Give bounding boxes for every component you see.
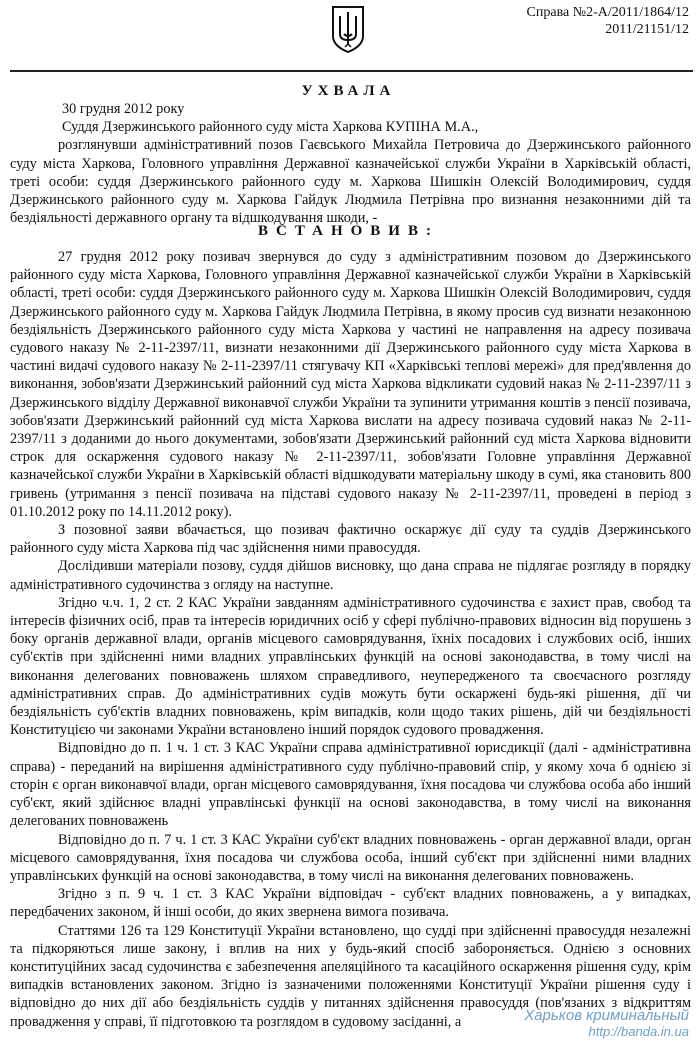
watermark-link[interactable]: http://banda.in.ua: [588, 1024, 689, 1039]
body-paragraph-2: З позовної заяви вбачається, що позивач фактично оскаржує дії суду та суддів Дзержинського районного суду міста Харкова під час здійснення ними правосуддя.: [10, 522, 691, 557]
intro-block: [10, 100, 691, 227]
body-paragraph-4: Згідно ч.ч. 1, 2 ст. 2 КАС України завданням адміністративного судочинства є захист прав, свобод та інтересів фізичних осіб, прав та інтересів юридичних осіб у сфері публічно-правових відносин від порушень з боку органів державної влади, органів місцевого самоврядування, їхніх посадових і службових осіб, інших суб'єктів при здійсненні ними владних управлінських функцій на основі законодавства, в тому числі на виконання делегованих повноважень шляхом справедливого, неупередженого та своєчасного розгляду адміністративних справ. До адміністративних судів можуть бути оскаржені будь-які рішення, дії чи бездіяльність суб'єктів владних повноважень, крім випадків, коли щодо таких рішень, дій чи бездіяльності Конституцією чи законами України встановлено інший порядок судового провадження.: [10, 594, 691, 739]
document-title: УХВАЛА: [301, 83, 396, 99]
body-paragraph-1: 27 грудня 2012 року позивач звернувся до суду з адміністративним позовом до Дзержинського районного суду міста Харкова, Головного управління Державної казначейської служби України в Харківській області, треті особи: суддя Дзержинського районного суду м. Харкова Шишкін Олексій Володимирович, суддя Дзержинського районного суду м. Харкова Гайдук Людмила Петрівна, в якому просив суд визнати незаконною бездіяльність Дзержинського районного суду міста Харкова у частині не направлення на адресу позивача судового наказу № 2-11-2397/11, визнати незаконними дії Дзержинського районного суду міста Харкова в частині видачі судового наказу № 2-11-2397/11 стягувачу КП «Харківські теплові мережі» для пред'явлення до виконання, зобов'язати Дзержинський районний суд міста Харкова відкликати судовий наказ № 2-11-2397/11 з Дзержинського відділу Державної виконавчої служби України та зупинити утримання коштів з пенсії позивача, зобов'язати Дзержинський районний суд міста Харкова вислати на адресу позивача судовий наказ № 2-11-2397/11 з доданими до нього документами, зобов'язати Дзержинський районний суд міста Харкова відновити строк для оскарження судового наказу № 2-11-2397/11, зобов'язати Головне управління Державної казначейської служби України в Харківській області відшкодувати матеріальну шкоду в сумі, яка становить 800 гривень (утримання з пенсії позивача на підставі судового наказу № 2-11-2397/11, проведені в період з 01.10.2012 року по 14.11.2012 року).: [10, 249, 691, 520]
body-paragraph-7: Згідно з п. 9 ч. 1 ст. 3 КАС України відповідач - суб'єкт владних повноважень, а у випадках, передбачених законом, й інші особи, до яких звернена вимога позивача.: [10, 886, 691, 921]
body-paragraph-5: Відповідно до п. 1 ч. 1 ст. 3 КАС України справа адміністративної юрисдикції (далі - адміністративна справа) - переданий на вирішення адміністративного суду публічно-правовий спір, у якому хоча б однією зі сторін є орган виконавчої влади, орган місцевого самоврядування, їхня посадова чи службова особа або інший суб'єкт, який здійснює владні управлінські функції на основі законодавства, в тому числі на виконання делегованих повноважень: [10, 740, 691, 830]
trident-emblem-icon: [330, 4, 366, 54]
watermark: [524, 1007, 689, 1039]
header-rule: [10, 70, 693, 72]
body-paragraph-3: Дослідивши матеріали позову, суддя дійшов висновку, що дана справа не підлягає розгляду в порядку адміністративного судочинства з огляду на наступне.: [10, 558, 691, 593]
judge-line: Суддя Дзержинського районного суду міста Харкова КУПІНА М.А.,: [62, 119, 479, 136]
decision-date: 30 грудня 2012 року: [62, 101, 185, 117]
case-number-line-1: Справа №2-А/2011/1864/12: [526, 5, 689, 20]
watermark-line-1: Харьков криминальный: [524, 1007, 689, 1024]
intro-paragraph: розглянувши адміністративний позов Гаєвського Михайла Петровича до Дзержинського районного суду міста Харкова, Головного управління Державної казначейської служби України в Харківській області, треті особи: суддя Дзержинського районного суду м. Харкова Шишкін Олексій Володимирович, суддя Дзержинського районного суду м. Харкова Гайдук Людмила Петрівна про визнання незаконними дій та бездіяльності державного органу та відшкодування шкоди, -: [10, 137, 691, 227]
case-number-line-2: 2011/21151/12: [605, 22, 689, 37]
case-number: [527, 4, 689, 38]
document-body: [10, 248, 691, 1031]
body-paragraph-8: Статтями 126 та 129 Конституції України встановлено, що судді при здійсненні правосуддя незалежні та підкоряються лише закону, і вплив на них у будь-який спосіб забороняється. Однією з основних конституційних засад судочинства є забезпечення апеляційного та касаційного оскарження рішення суду, крім випадків встановлених законом. Згідно із зазначеними положеннями Конституції України рішення суду і відповідно до них дії або бездіяльність суддів у питаннях здійснення правосуддя (пов'язаних з відкриттям провадження у справі, її підготовкою та розглядом в судовому засіданні, а: [10, 922, 691, 1030]
section-heading: ВСТАНОВИВ:: [258, 223, 439, 239]
body-paragraph-6: Відповідно до п. 7 ч. 1 ст. 3 КАС України суб'єкт владних повноважень - орган державної влади, орган місцевого самоврядування, їхня посадова чи службова особа, інший суб'єкт при здійсненні ними владних управлінських функцій на основі законодавства, в тому числі на виконання делегованих повноважень.: [10, 831, 691, 884]
